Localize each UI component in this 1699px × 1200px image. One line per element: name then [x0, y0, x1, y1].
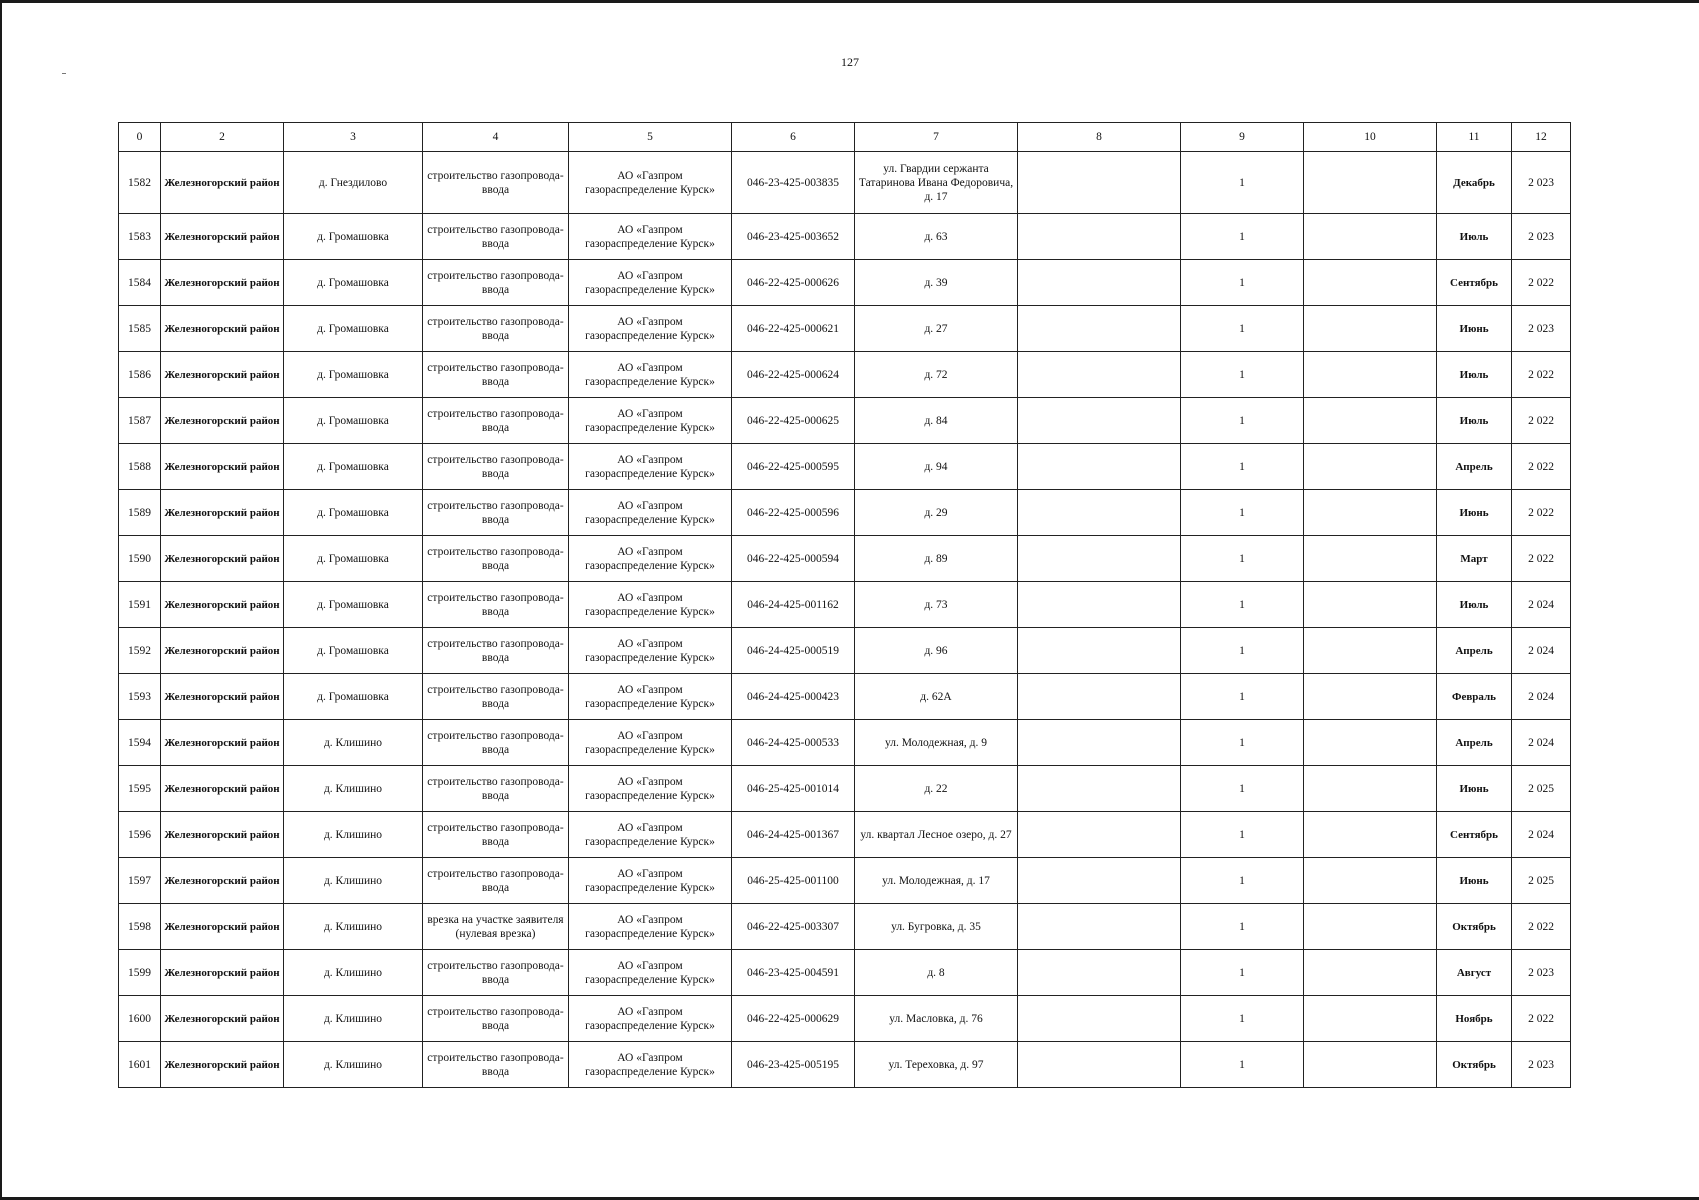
count-cell: 1 — [1181, 214, 1304, 260]
month-cell: Июль — [1437, 352, 1512, 398]
year-cell: 2 022 — [1512, 536, 1571, 582]
district-cell: Железногорский район — [161, 1042, 284, 1088]
column-10-cell — [1304, 444, 1437, 490]
count-cell: 1 — [1181, 812, 1304, 858]
application-code-cell: 046-22-425-003307 — [732, 904, 855, 950]
organization-cell: АО «Газпром газораспределение Курск» — [569, 490, 732, 536]
work-type-cell: строительство газопровода-ввода — [423, 858, 569, 904]
organization-cell: АО «Газпром газораспределение Курск» — [569, 444, 732, 490]
table-row — [119, 398, 1571, 444]
settlement-cell: д. Клишино — [284, 950, 423, 996]
district-cell: Железногорский район — [161, 904, 284, 950]
header-cell: 5 — [569, 123, 732, 152]
column-8-cell — [1018, 152, 1181, 214]
row-number-cell: 1596 — [119, 812, 161, 858]
column-8-cell — [1018, 352, 1181, 398]
year-cell: 2 022 — [1512, 260, 1571, 306]
row-number-cell: 1582 — [119, 152, 161, 214]
year-cell: 2 023 — [1512, 214, 1571, 260]
district-cell: Железногорский район — [161, 720, 284, 766]
month-cell: Август — [1437, 950, 1512, 996]
settlement-cell: д. Клишино — [284, 904, 423, 950]
year-cell: 2 025 — [1512, 766, 1571, 812]
address-cell: ул. Молодежная, д. 9 — [855, 720, 1018, 766]
address-cell: д. 22 — [855, 766, 1018, 812]
district-cell: Железногорский район — [161, 444, 284, 490]
header-cell: 7 — [855, 123, 1018, 152]
year-cell: 2 022 — [1512, 352, 1571, 398]
organization-cell: АО «Газпром газораспределение Курск» — [569, 674, 732, 720]
count-cell: 1 — [1181, 260, 1304, 306]
count-cell: 1 — [1181, 950, 1304, 996]
table-row — [119, 444, 1571, 490]
settlement-cell: д. Громашовка — [284, 352, 423, 398]
count-cell: 1 — [1181, 582, 1304, 628]
column-8-cell — [1018, 582, 1181, 628]
work-type-cell: строительство газопровода-ввода — [423, 996, 569, 1042]
month-cell: Март — [1437, 536, 1512, 582]
column-10-cell — [1304, 490, 1437, 536]
month-cell: Июль — [1437, 582, 1512, 628]
table-row — [119, 352, 1571, 398]
column-8-cell — [1018, 628, 1181, 674]
organization-cell: АО «Газпром газораспределение Курск» — [569, 904, 732, 950]
column-10-cell — [1304, 214, 1437, 260]
work-type-cell: строительство газопровода-ввода — [423, 444, 569, 490]
year-cell: 2 024 — [1512, 812, 1571, 858]
year-cell: 2 022 — [1512, 904, 1571, 950]
settlement-cell: д. Клишино — [284, 766, 423, 812]
row-number-cell: 1591 — [119, 582, 161, 628]
row-number-cell: 1597 — [119, 858, 161, 904]
year-cell: 2 025 — [1512, 858, 1571, 904]
district-cell: Железногорский район — [161, 996, 284, 1042]
application-code-cell: 046-22-425-000629 — [732, 996, 855, 1042]
table-row — [119, 996, 1571, 1042]
application-code-cell: 046-23-425-004591 — [732, 950, 855, 996]
count-cell: 1 — [1181, 352, 1304, 398]
work-type-cell: строительство газопровода-ввода — [423, 720, 569, 766]
settlement-cell: д. Громашовка — [284, 536, 423, 582]
settlement-cell: д. Клишино — [284, 812, 423, 858]
table-row — [119, 582, 1571, 628]
page-number: 127 — [841, 55, 859, 69]
settlement-cell: д. Громашовка — [284, 674, 423, 720]
header-cell: 0 — [119, 123, 161, 152]
count-cell: 1 — [1181, 904, 1304, 950]
address-cell: ул. Молодежная, д. 17 — [855, 858, 1018, 904]
application-code-cell: 046-22-425-000595 — [732, 444, 855, 490]
district-cell: Железногорский район — [161, 812, 284, 858]
application-code-cell: 046-22-425-000626 — [732, 260, 855, 306]
address-cell: д. 96 — [855, 628, 1018, 674]
count-cell: 1 — [1181, 674, 1304, 720]
year-cell: 2 024 — [1512, 628, 1571, 674]
organization-cell: АО «Газпром газораспределение Курск» — [569, 950, 732, 996]
organization-cell: АО «Газпром газораспределение Курск» — [569, 812, 732, 858]
address-cell: д. 39 — [855, 260, 1018, 306]
month-cell: Июнь — [1437, 306, 1512, 352]
settlement-cell: д. Громашовка — [284, 628, 423, 674]
header-cell: 2 — [161, 123, 284, 152]
table-row — [119, 812, 1571, 858]
address-cell: д. 8 — [855, 950, 1018, 996]
header-cell: 9 — [1181, 123, 1304, 152]
column-10-cell — [1304, 628, 1437, 674]
month-cell: Июль — [1437, 214, 1512, 260]
column-8-cell — [1018, 766, 1181, 812]
header-cell: 8 — [1018, 123, 1181, 152]
table-row — [119, 536, 1571, 582]
settlement-cell: д. Громашовка — [284, 306, 423, 352]
organization-cell: АО «Газпром газораспределение Курск» — [569, 720, 732, 766]
year-cell: 2 023 — [1512, 1042, 1571, 1088]
organization-cell: АО «Газпром газораспределение Курск» — [569, 1042, 732, 1088]
address-cell: д. 29 — [855, 490, 1018, 536]
column-8-cell — [1018, 858, 1181, 904]
settlement-cell: д. Громашовка — [284, 444, 423, 490]
settlement-cell: д. Громашовка — [284, 214, 423, 260]
column-8-cell — [1018, 306, 1181, 352]
organization-cell: АО «Газпром газораспределение Курск» — [569, 214, 732, 260]
column-8-cell — [1018, 950, 1181, 996]
year-cell: 2 023 — [1512, 306, 1571, 352]
district-cell: Железногорский район — [161, 582, 284, 628]
header-cell: 10 — [1304, 123, 1437, 152]
table-row — [119, 490, 1571, 536]
column-10-cell — [1304, 720, 1437, 766]
month-cell: Июнь — [1437, 766, 1512, 812]
settlement-cell: д. Громашовка — [284, 582, 423, 628]
application-code-cell: 046-24-425-000423 — [732, 674, 855, 720]
table-row — [119, 674, 1571, 720]
district-cell: Железногорский район — [161, 858, 284, 904]
year-cell: 2 022 — [1512, 444, 1571, 490]
count-cell: 1 — [1181, 306, 1304, 352]
column-8-cell — [1018, 1042, 1181, 1088]
month-cell: Июль — [1437, 398, 1512, 444]
organization-cell: АО «Газпром газораспределение Курск» — [569, 996, 732, 1042]
application-code-cell: 046-25-425-001100 — [732, 858, 855, 904]
work-type-cell: строительство газопровода-ввода — [423, 582, 569, 628]
address-cell: д. 27 — [855, 306, 1018, 352]
settlement-cell: д. Громашовка — [284, 260, 423, 306]
organization-cell: АО «Газпром газораспределение Курск» — [569, 858, 732, 904]
row-number-cell: 1593 — [119, 674, 161, 720]
table-row — [119, 628, 1571, 674]
table-row — [119, 1042, 1571, 1088]
organization-cell: АО «Газпром газораспределение Курск» — [569, 536, 732, 582]
column-10-cell — [1304, 950, 1437, 996]
column-8-cell — [1018, 812, 1181, 858]
district-cell: Железногорский район — [161, 214, 284, 260]
address-cell: д. 73 — [855, 582, 1018, 628]
address-cell: д. 89 — [855, 536, 1018, 582]
column-10-cell — [1304, 996, 1437, 1042]
month-cell: Апрель — [1437, 720, 1512, 766]
table-row — [119, 904, 1571, 950]
address-cell: д. 84 — [855, 398, 1018, 444]
settlement-cell: д. Клишино — [284, 996, 423, 1042]
table-row — [119, 950, 1571, 996]
application-code-cell: 046-25-425-001014 — [732, 766, 855, 812]
registry-table — [118, 122, 1571, 1088]
district-cell: Железногорский район — [161, 536, 284, 582]
address-cell: ул. квартал Лесное озеро, д. 27 — [855, 812, 1018, 858]
district-cell: Железногорский район — [161, 398, 284, 444]
address-cell: д. 63 — [855, 214, 1018, 260]
year-cell: 2 022 — [1512, 398, 1571, 444]
work-type-cell: строительство газопровода-ввода — [423, 950, 569, 996]
year-cell: 2 024 — [1512, 720, 1571, 766]
work-type-cell: строительство газопровода-ввода — [423, 628, 569, 674]
work-type-cell: строительство газопровода-ввода — [423, 352, 569, 398]
column-8-cell — [1018, 214, 1181, 260]
month-cell: Апрель — [1437, 628, 1512, 674]
month-cell: Июнь — [1437, 858, 1512, 904]
count-cell: 1 — [1181, 398, 1304, 444]
district-cell: Железногорский район — [161, 260, 284, 306]
column-10-cell — [1304, 260, 1437, 306]
district-cell: Железногорский район — [161, 152, 284, 214]
organization-cell: АО «Газпром газораспределение Курск» — [569, 582, 732, 628]
header-cell: 12 — [1512, 123, 1571, 152]
table-row — [119, 720, 1571, 766]
organization-cell: АО «Газпром газораспределение Курск» — [569, 398, 732, 444]
settlement-cell: д. Клишино — [284, 858, 423, 904]
application-code-cell: 046-24-425-000519 — [732, 628, 855, 674]
application-code-cell: 046-23-425-005195 — [732, 1042, 855, 1088]
row-number-cell: 1584 — [119, 260, 161, 306]
application-code-cell: 046-22-425-000594 — [732, 536, 855, 582]
work-type-cell: строительство газопровода-ввода — [423, 152, 569, 214]
month-cell: Ноябрь — [1437, 996, 1512, 1042]
table-row — [119, 152, 1571, 214]
row-number-cell: 1601 — [119, 1042, 161, 1088]
month-cell: Сентябрь — [1437, 812, 1512, 858]
column-8-cell — [1018, 904, 1181, 950]
column-8-cell — [1018, 720, 1181, 766]
header-cell: 4 — [423, 123, 569, 152]
organization-cell: АО «Газпром газораспределение Курск» — [569, 306, 732, 352]
application-code-cell: 046-23-425-003835 — [732, 152, 855, 214]
column-10-cell — [1304, 352, 1437, 398]
column-10-cell — [1304, 306, 1437, 352]
month-cell: Июнь — [1437, 490, 1512, 536]
address-cell: ул. Гвардии сержанта Татаринова Ивана Федоровича, д. 17 — [855, 152, 1018, 214]
application-code-cell: 046-23-425-003652 — [732, 214, 855, 260]
column-10-cell — [1304, 674, 1437, 720]
district-cell: Железногорский район — [161, 352, 284, 398]
count-cell: 1 — [1181, 536, 1304, 582]
work-type-cell: строительство газопровода-ввода — [423, 766, 569, 812]
district-cell: Железногорский район — [161, 950, 284, 996]
month-cell: Сентябрь — [1437, 260, 1512, 306]
work-type-cell: строительство газопровода-ввода — [423, 674, 569, 720]
column-8-cell — [1018, 260, 1181, 306]
row-number-cell: 1587 — [119, 398, 161, 444]
page-border-top — [0, 0, 1699, 3]
row-number-cell: 1592 — [119, 628, 161, 674]
address-cell: ул. Тереховка, д. 97 — [855, 1042, 1018, 1088]
count-cell: 1 — [1181, 766, 1304, 812]
organization-cell: АО «Газпром газораспределение Курск» — [569, 260, 732, 306]
count-cell: 1 — [1181, 1042, 1304, 1088]
table-row — [119, 306, 1571, 352]
row-number-cell: 1594 — [119, 720, 161, 766]
column-10-cell — [1304, 398, 1437, 444]
column-10-cell — [1304, 858, 1437, 904]
header-cell: 6 — [732, 123, 855, 152]
year-cell: 2 023 — [1512, 950, 1571, 996]
application-code-cell: 046-22-425-000596 — [732, 490, 855, 536]
settlement-cell: д. Клишино — [284, 720, 423, 766]
page-border-left — [0, 0, 2, 1200]
row-number-cell: 1583 — [119, 214, 161, 260]
work-type-cell: строительство газопровода-ввода — [423, 260, 569, 306]
count-cell: 1 — [1181, 858, 1304, 904]
row-number-cell: 1600 — [119, 996, 161, 1042]
table-row — [119, 214, 1571, 260]
header-cell: 3 — [284, 123, 423, 152]
count-cell: 1 — [1181, 628, 1304, 674]
registry-body — [119, 152, 1571, 1088]
column-8-cell — [1018, 536, 1181, 582]
address-cell: ул. Бугровка, д. 35 — [855, 904, 1018, 950]
count-cell: 1 — [1181, 720, 1304, 766]
district-cell: Железногорский район — [161, 766, 284, 812]
month-cell: Декабрь — [1437, 152, 1512, 214]
work-type-cell: строительство газопровода-ввода — [423, 812, 569, 858]
row-number-cell: 1586 — [119, 352, 161, 398]
settlement-cell: д. Громашовка — [284, 398, 423, 444]
column-8-cell — [1018, 996, 1181, 1042]
row-number-cell: 1589 — [119, 490, 161, 536]
settlement-cell: д. Клишино — [284, 1042, 423, 1088]
row-number-cell: 1595 — [119, 766, 161, 812]
column-10-cell — [1304, 582, 1437, 628]
column-8-cell — [1018, 674, 1181, 720]
year-cell: 2 024 — [1512, 582, 1571, 628]
district-cell: Железногорский район — [161, 490, 284, 536]
month-cell: Октябрь — [1437, 904, 1512, 950]
count-cell: 1 — [1181, 152, 1304, 214]
year-cell: 2 022 — [1512, 996, 1571, 1042]
count-cell: 1 — [1181, 444, 1304, 490]
year-cell: 2 022 — [1512, 490, 1571, 536]
count-cell: 1 — [1181, 490, 1304, 536]
address-cell: д. 94 — [855, 444, 1018, 490]
table-row — [119, 260, 1571, 306]
district-cell: Железногорский район — [161, 628, 284, 674]
application-code-cell: 046-22-425-000625 — [732, 398, 855, 444]
scan-mark — [62, 73, 66, 74]
column-10-cell — [1304, 536, 1437, 582]
header-row — [119, 123, 1571, 152]
row-number-cell: 1588 — [119, 444, 161, 490]
column-10-cell — [1304, 904, 1437, 950]
column-8-cell — [1018, 490, 1181, 536]
organization-cell: АО «Газпром газораспределение Курск» — [569, 352, 732, 398]
application-code-cell: 046-22-425-000621 — [732, 306, 855, 352]
table-row — [119, 858, 1571, 904]
settlement-cell: д. Гнездилово — [284, 152, 423, 214]
row-number-cell: 1599 — [119, 950, 161, 996]
column-8-cell — [1018, 444, 1181, 490]
year-cell: 2 024 — [1512, 674, 1571, 720]
application-code-cell: 046-24-425-001367 — [732, 812, 855, 858]
count-cell: 1 — [1181, 996, 1304, 1042]
year-cell: 2 023 — [1512, 152, 1571, 214]
row-number-cell: 1598 — [119, 904, 161, 950]
application-code-cell: 046-24-425-000533 — [732, 720, 855, 766]
row-number-cell: 1590 — [119, 536, 161, 582]
column-10-cell — [1304, 1042, 1437, 1088]
work-type-cell: строительство газопровода-ввода — [423, 536, 569, 582]
address-cell: д. 62А — [855, 674, 1018, 720]
month-cell: Февраль — [1437, 674, 1512, 720]
organization-cell: АО «Газпром газораспределение Курск» — [569, 628, 732, 674]
settlement-cell: д. Громашовка — [284, 490, 423, 536]
district-cell: Железногорский район — [161, 306, 284, 352]
row-number-cell: 1585 — [119, 306, 161, 352]
address-cell: д. 72 — [855, 352, 1018, 398]
address-cell: ул. Масловка, д. 76 — [855, 996, 1018, 1042]
district-cell: Железногорский район — [161, 674, 284, 720]
work-type-cell: строительство газопровода-ввода — [423, 490, 569, 536]
work-type-cell: строительство газопровода-ввода — [423, 398, 569, 444]
organization-cell: АО «Газпром газораспределение Курск» — [569, 766, 732, 812]
header-cell: 11 — [1437, 123, 1512, 152]
column-10-cell — [1304, 812, 1437, 858]
application-code-cell: 046-22-425-000624 — [732, 352, 855, 398]
work-type-cell: строительство газопровода-ввода — [423, 306, 569, 352]
month-cell: Апрель — [1437, 444, 1512, 490]
work-type-cell: врезка на участке заявителя (нулевая врезка) — [423, 904, 569, 950]
table-row — [119, 766, 1571, 812]
column-10-cell — [1304, 766, 1437, 812]
application-code-cell: 046-24-425-001162 — [732, 582, 855, 628]
column-8-cell — [1018, 398, 1181, 444]
organization-cell: АО «Газпром газораспределение Курск» — [569, 152, 732, 214]
work-type-cell: строительство газопровода-ввода — [423, 1042, 569, 1088]
month-cell: Октябрь — [1437, 1042, 1512, 1088]
column-10-cell — [1304, 152, 1437, 214]
work-type-cell: строительство газопровода-ввода — [423, 214, 569, 260]
